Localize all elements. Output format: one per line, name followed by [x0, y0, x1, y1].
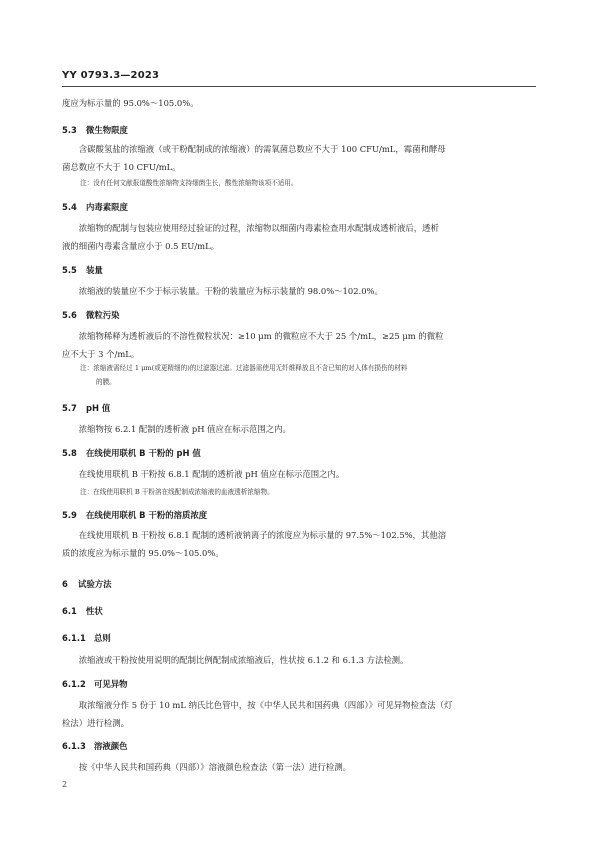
paragraph-6-1-2: 取浓缩液分作 5 份于 10 mL 纳氏比色管中，按《中华人民共和国药典（四部）》可见异物检查法（灯 检法）进行检测。	[62, 700, 453, 728]
paragraph-5-6: 浓缩物稀释为透析液后的不溶性微粒状况：≥10 μm 的微粒应不大于 25 个/mL，≥25 μm 的微粒 应不大于 3 个/mL。	[62, 331, 444, 359]
paragraph-5-4: 浓缩物的配制与包装应使用经过验证的过程，浓缩物以细菌内毒素检查用水配制成透析液后，透析 液的细菌内毒素含量应小于 0.5 EU/mL。	[62, 223, 439, 251]
section-heading-6-1: 6.1 性状	[62, 606, 103, 616]
paragraph-6-1-3: 按《中华人民共和国药典（四部）》溶液颜色检查法（第一法）进行检测。	[78, 762, 351, 772]
paragraph-5-8: 在线使用联机 B 干粉按 6.8.1 配制的透析液 pH 值应在标示范围之内。	[78, 469, 345, 479]
header-rule	[62, 86, 536, 87]
paragraph-5-7: 浓缩物按 6.2.1 配制的透析液 pH 值应在标示范围之内。	[78, 424, 291, 434]
section-heading-5-5: 5.5 装量	[62, 265, 103, 275]
section-heading-5-7: 5.7 pH 值	[62, 403, 111, 413]
paragraph-6-1-1: 浓缩液或干粉按使用说明的配制比例配制成浓缩液后，性状按 6.1.2 和 6.1.3 方法检测。	[78, 655, 409, 665]
section-heading-5-8: 5.8 在线使用联机 B 干粉的 pH 值	[62, 448, 201, 458]
paragraph: 度应为标示量的 95.0%～105.0%。	[62, 98, 199, 108]
paragraph-5-9: 在线使用联机 B 干粉按 6.8.1 配制的透析液钠离子的浓度应为标示量的 97.5%～102.5%，其他溶 质的浓度应为标示量的 95.0%～105.0%。	[62, 530, 447, 558]
note-5-8: 注：在线使用联机 B 干粉溶在线配制成浓缩液的血液透析浓缩物。	[80, 488, 274, 496]
chapter-heading-6: 6 试验方法	[62, 579, 112, 589]
paragraph-5-3: 含碳酸氢盐的浓缩液（或干粉配制成的浓缩液）的需氧菌总数应不大于 100 CFU/mL，霉菌和酵母 菌总数应不大于 10 CFU/mL。	[62, 144, 446, 172]
section-heading-5-6: 5.6 微粒污染	[62, 310, 120, 320]
section-heading-5-3: 5.3 微生物限度	[62, 125, 128, 135]
paragraph-5-5: 浓缩液的装量应不少于标示装量。干粉的装量应为标示装量的 98.0%～102.0%。	[78, 286, 383, 296]
note-5-3: 注：没有任何文献报道酸性浓缩物支持细菌生长，酸性浓缩物该项不适用。	[80, 179, 298, 187]
section-heading-6-1-2: 6.1.2 可见异物	[62, 679, 128, 689]
section-heading-5-4: 5.4 内毒素限度	[62, 202, 128, 212]
section-heading-6-1-3: 6.1.3 溶液颜色	[62, 741, 128, 751]
page-number: 2	[62, 780, 68, 789]
section-heading-6-1-1: 6.1.1 总则	[62, 633, 111, 643]
note-5-6: 注：浓缩液需经过 1 μm(或更精细的)的过滤器过滤。过滤器需使用无纤维释放且不含已知的对人体有损伤的材料	[80, 364, 408, 372]
section-heading-5-9: 5.9 在线使用联机 B 干粉的溶质浓度	[62, 510, 208, 520]
document-id: YY 0793.3—2023	[62, 70, 160, 81]
note-5-6-cont: 的膜。	[96, 378, 116, 386]
